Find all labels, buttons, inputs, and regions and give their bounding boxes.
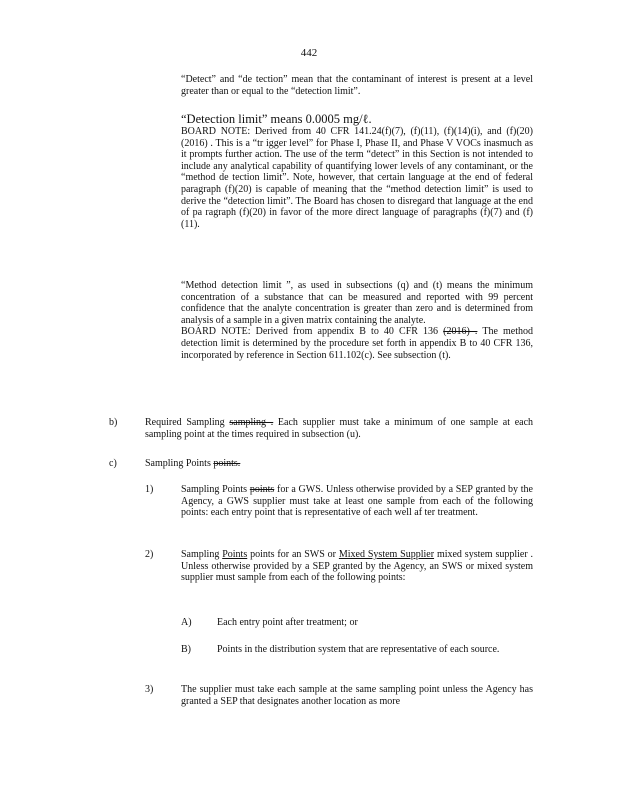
item-c3-body bbox=[181, 684, 533, 707]
method-detection-limit-definition bbox=[181, 280, 533, 361]
detect-definition bbox=[181, 74, 533, 97]
mdl-note-after: The method detection limit is determined by the procedure set forth in appendix B to 40 CFR 136, incorporated by reference in Section 611.102(c). See subsection (t). bbox=[181, 326, 534, 361]
item-b-struck: sampling . bbox=[229, 417, 274, 428]
item-c2b-text: Points in the distribution system that are representative of each source. bbox=[217, 644, 500, 655]
detection-limit-definition bbox=[181, 112, 533, 230]
item-c2-text-b: points for an SWS or bbox=[250, 549, 337, 560]
item-c2b-label: B) bbox=[181, 644, 191, 655]
item-c-heading bbox=[145, 458, 533, 470]
item-c-heading-line bbox=[145, 458, 533, 470]
item-c2a-label: A) bbox=[181, 617, 192, 628]
item-b-text-after: Each supplier must take a minimum of one sample at each sampling point at the times required in subsection (u). bbox=[145, 417, 534, 440]
item-c1-text-before: Sampling Points bbox=[181, 484, 248, 495]
item-c2-text-a: Sampling bbox=[181, 549, 220, 560]
item-c2-underlined-a: Points bbox=[222, 549, 248, 560]
detection-limit-heading: “Detection limit” means 0.0005 mg/ℓ. bbox=[181, 112, 372, 126]
detection-limit-board-note: BOARD NOTE: Derived from 40 CFR 141.24(f)(7), (f)(11), (f)(14)(i), and (f)(20) (2016) . This is a “tr igger level” for Phase I, Phase II, and Phase V VOCs inasmuch as it prompts further action. The use of the term “detect” in this Section is not intended to include any analytical capability of quantifying lower levels of any contaminant, or the “method de tection limit”. Note, however, that certain language at the end of federal paragraph (f)(20) is capable of meaning that the “method detection limit” is used to derive the “detection limit”. The Board has chosen to disregard that language at the end of pa ragraph (f)(20) in favor of the more direct language of paragraphs (f)(7) and (f)(11). bbox=[181, 126, 533, 230]
item-c-heading-struck: points. bbox=[213, 458, 241, 469]
item-c2-text-c: mixed system supplier . Unless otherwise provided by a SEP granted by the Agency, an SWS or mixed system supplier must sample from each of the following points: bbox=[181, 549, 534, 584]
item-c1-struck: points bbox=[249, 484, 275, 495]
item-c-label: c) bbox=[109, 458, 117, 469]
detect-definition-text: “Detect” and “de tection” mean that the contaminant of interest is present at a level greater than or equal to the “detection limit”. bbox=[181, 74, 533, 97]
item-c2a-text: Each entry point after treatment; or bbox=[217, 617, 358, 628]
item-b-text-before: Required Sampling bbox=[145, 417, 225, 428]
page-number: 442 bbox=[300, 47, 318, 59]
item-c1-label: 1) bbox=[145, 484, 154, 495]
method-detection-limit-board-note bbox=[181, 326, 533, 361]
item-c1-text bbox=[181, 484, 533, 519]
item-b-label: b) bbox=[109, 417, 118, 428]
item-c2a-body bbox=[217, 617, 533, 629]
item-b-body bbox=[145, 417, 533, 440]
mdl-note-struck: (2016) . bbox=[443, 326, 478, 338]
item-c2-label: 2) bbox=[145, 549, 154, 560]
item-c2b-body bbox=[217, 644, 517, 656]
item-c-heading-text: Sampling Points bbox=[145, 458, 211, 469]
item-b-text bbox=[145, 417, 533, 440]
method-detection-limit-text: “Method detection limit ”, as used in subsections (q) and (t) means the minimum concentration of a substance that can be measured and reported with 99 percent confidence that the analyte concentration is greater than zero and is determined from analysis of a sample in a given matrix containing the analyte. bbox=[181, 280, 533, 326]
item-c2-text bbox=[181, 549, 533, 584]
item-c3-label: 3) bbox=[145, 684, 154, 695]
item-c1-body bbox=[181, 484, 533, 519]
item-c3-text: The supplier must take each sample at the same sampling point unless the Agency has granted a SEP that designates another location as more bbox=[181, 684, 533, 707]
item-c2-body bbox=[181, 549, 533, 584]
mdl-note-before: BOARD NOTE: Derived from appendix B to 40 CFR 136 bbox=[181, 326, 439, 338]
item-c1-text-after: for a GWS. Unless otherwise provided by a SEP granted by the Agency, a GWS supplier must take at least one sample from each of the following points: each entry point that is representative of each well af ter treatment. bbox=[181, 484, 533, 519]
item-c2-underlined-b: Mixed System Supplier bbox=[338, 549, 435, 560]
